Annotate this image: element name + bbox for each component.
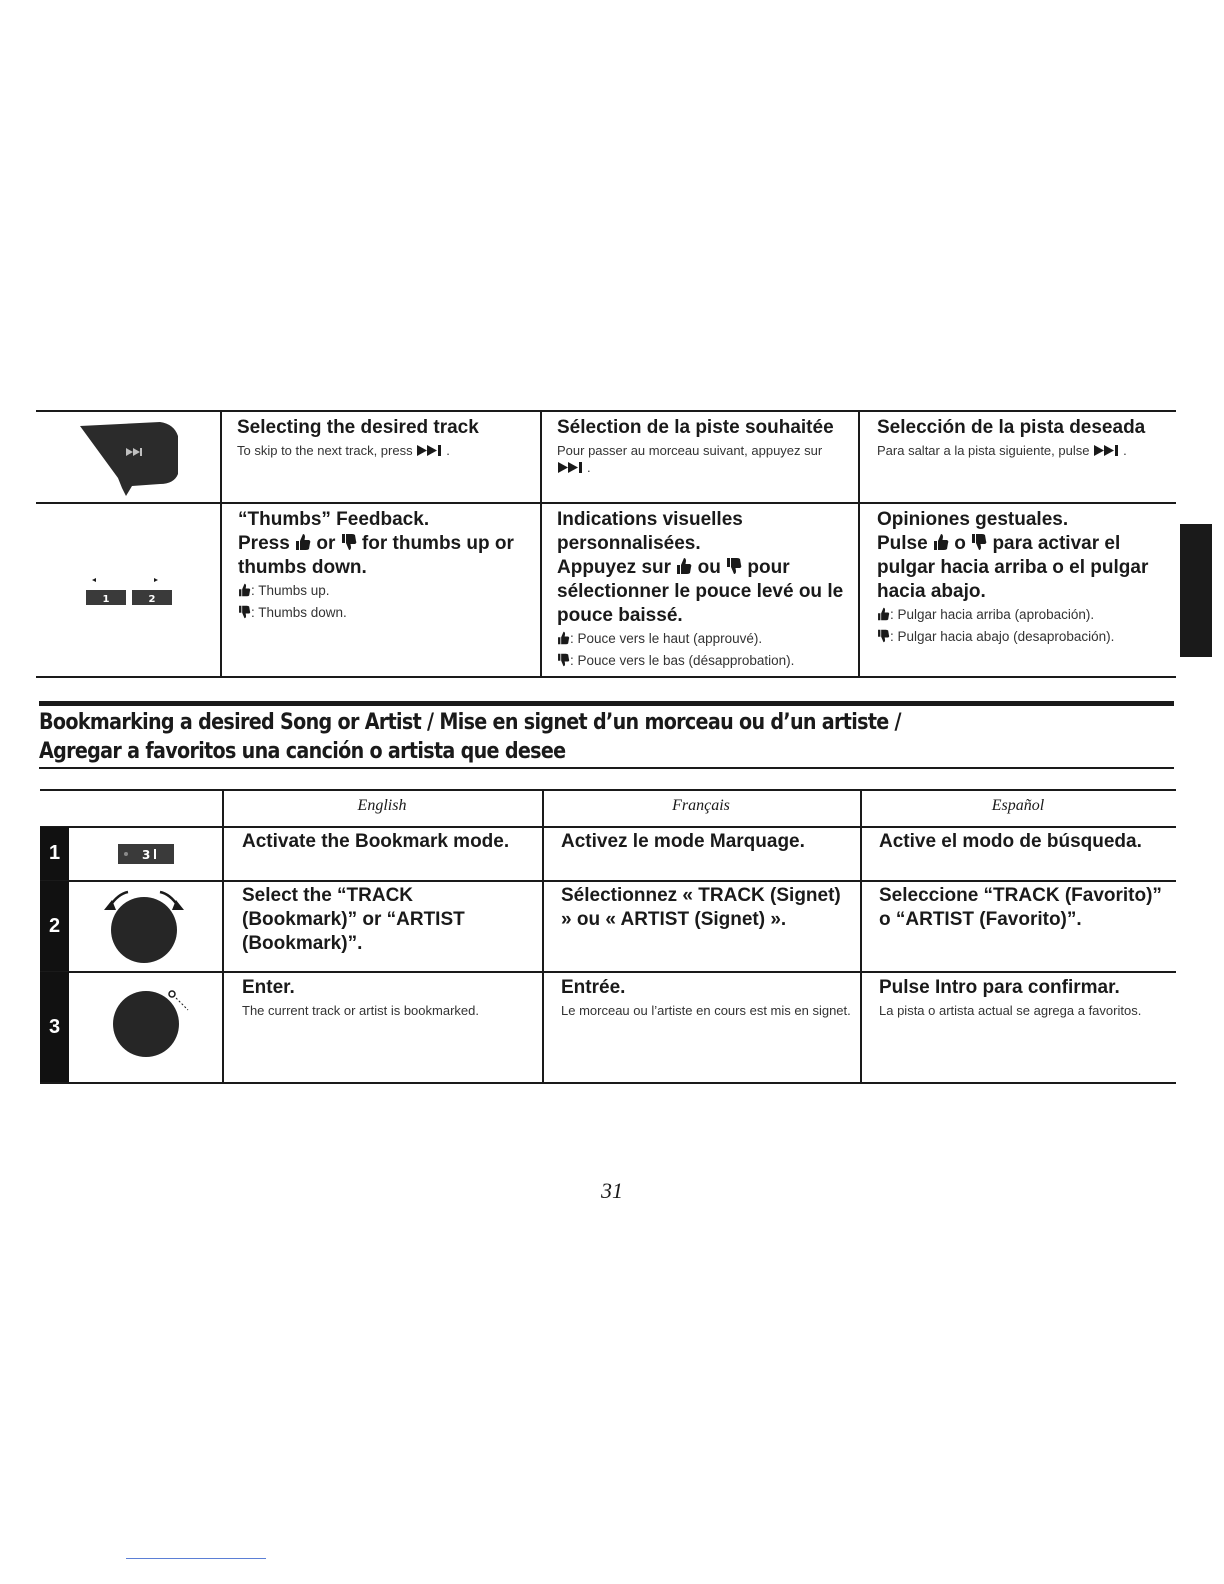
thumbs-es-press: Pulse [877, 533, 928, 554]
track-select-es-heading: Selección de la pista deseada [877, 417, 1146, 438]
step3-en [242, 976, 534, 1019]
thumbs-down-icon [726, 557, 742, 575]
thumbs-up-icon [877, 607, 890, 621]
section-title-line2: Agregar a favoritos una canción o artista que desee [39, 738, 566, 764]
step3-fr-text: Le morceau ou l’artiste en cours est mis en signet. [561, 1003, 851, 1018]
thumbs-up-icon [238, 583, 251, 597]
thumbs-fr-or: ou [697, 557, 721, 578]
column-header-francais: Français [672, 797, 730, 814]
step3-fr-heading: Entrée. [561, 977, 626, 998]
section-tab-marker [1180, 524, 1212, 657]
steps-table-col-divider-1 [222, 789, 224, 1083]
column-header-espanol: Español [991, 797, 1045, 814]
step-number-3: 3 [40, 972, 69, 1082]
rotary-knob-turn-illustration [98, 884, 190, 964]
next-track-icon [557, 462, 587, 473]
thumbs-up-icon [933, 533, 949, 551]
step2-fr-heading: Sélectionnez « TRACK (Signet) » ou « ARTIST (Signet) ». [561, 885, 841, 930]
step3-es-heading: Pulse Intro para confirmar. [879, 977, 1120, 998]
track-select-en-trail: . [446, 443, 450, 458]
thumbs-up-icon [557, 631, 570, 645]
thumbs-en-rest: for thumbs up or thumbs down. [238, 533, 514, 578]
thumbs-en-down-text: : Thumbs down. [251, 605, 347, 620]
track-select-en-heading: Selecting the desired track [237, 417, 479, 438]
thumbs-fr-rest: pour sélectionner le pouce levé ou le pouce baissé. [557, 557, 844, 626]
thumbs-fr [557, 508, 847, 672]
thumbs-down-icon [341, 533, 357, 551]
step2-en [242, 884, 512, 956]
top-table-col-divider-1 [220, 410, 222, 677]
thumbs-down-icon [877, 629, 890, 643]
step1-en-heading: Activate the Bookmark mode. [242, 831, 510, 852]
track-select-en [237, 416, 532, 459]
thumbs-es-down-text: : Pulgar hacia abajo (desaprobación). [890, 629, 1115, 644]
step2-es [879, 884, 1171, 932]
page-number: 31 [601, 1178, 623, 1203]
step2-fr [561, 884, 851, 932]
step1-es-heading: Active el modo de búsqueda. [879, 831, 1142, 852]
top-table-row-divider [36, 502, 1176, 504]
thumbs-fr-down-text: : Pouce vers le bas (désapprobation). [570, 653, 795, 668]
thumbs-es-or: o [954, 533, 966, 554]
thumbs-up-icon [676, 557, 692, 575]
rotary-knob-press-illustration [104, 980, 204, 1060]
step3-en-text: The current track or artist is bookmarked. [242, 1003, 479, 1018]
steps-table-header-divider [40, 826, 1176, 828]
next-track-icon [1093, 445, 1123, 456]
thumbs-button-right-label: 2 [148, 594, 156, 605]
step-number-2: 2 [40, 881, 69, 971]
track-select-es [877, 416, 1167, 459]
top-table-bottom-border [36, 676, 1176, 678]
track-select-es-trail: . [1123, 443, 1127, 458]
thumbs-en [238, 508, 533, 624]
section-top-rule [39, 701, 1174, 706]
footer-line [126, 1558, 266, 1559]
steps-table-top-border [40, 789, 1176, 791]
steps-table-row-divider-1 [40, 880, 1176, 882]
thumbs-buttons-illustration [86, 578, 176, 610]
step1-en [242, 830, 534, 854]
steps-table-row-divider-2 [40, 971, 1176, 973]
steps-table-col-divider-3 [860, 789, 862, 1083]
thumbs-button-left-label: 1 [102, 594, 110, 605]
skip-forward-button-illustration [78, 418, 182, 496]
track-select-fr-text: Pour passer au morceau suivant, appuyez sur [557, 443, 823, 458]
next-track-icon [416, 445, 446, 456]
thumbs-down-icon [557, 653, 570, 667]
thumbs-en-or: or [316, 533, 336, 554]
track-select-es-text: Para saltar a la pista siguiente, pulse [877, 443, 1090, 458]
track-select-fr-trail: . [587, 460, 591, 475]
step3-fr [561, 976, 851, 1019]
thumbs-es [877, 508, 1167, 648]
button-3-illustration [118, 844, 174, 864]
thumbs-en-up-text: : Thumbs up. [251, 583, 330, 598]
thumbs-en-heading: “Thumbs” Feedback. [238, 509, 430, 530]
step3-es-text: La pista o artista actual se agrega a favoritos. [879, 1003, 1142, 1018]
thumbs-up-icon [295, 533, 311, 551]
thumbs-down-icon [238, 605, 251, 619]
section-bottom-rule [39, 767, 1174, 769]
track-select-en-text: To skip to the next track, press [237, 443, 413, 458]
button-3-label: 3 [142, 848, 151, 862]
top-table-col-divider-3 [858, 410, 860, 677]
thumbs-fr-heading: Indications visuelles personnalisées. [557, 509, 743, 554]
section-title-line1: Bookmarking a desired Song or Artist / Mise en signet d’un morceau ou d’un artiste / [39, 709, 901, 735]
top-table-top-border [36, 410, 1176, 412]
step1-fr [561, 830, 851, 854]
step1-es [879, 830, 1169, 854]
step3-en-heading: Enter. [242, 977, 295, 998]
step1-fr-heading: Activez le mode Marquage. [561, 831, 805, 852]
thumbs-en-press: Press [238, 533, 290, 554]
thumbs-fr-up-text: : Pouce vers le haut (approuvé). [570, 631, 763, 646]
step-number-1: 1 [40, 827, 69, 880]
section-title [39, 708, 901, 766]
thumbs-fr-press: Appuyez sur [557, 557, 672, 578]
thumbs-down-icon [971, 533, 987, 551]
column-header-english: English [357, 797, 407, 814]
track-select-fr-heading: Sélection de la piste souhaitée [557, 417, 834, 438]
steps-table-col-divider-2 [542, 789, 544, 1083]
top-table-col-divider-2 [540, 410, 542, 677]
steps-table-bottom-border [40, 1082, 1176, 1084]
thumbs-es-up-text: : Pulgar hacia arriba (aprobación). [890, 607, 1095, 622]
step3-es [879, 976, 1149, 1019]
step2-en-heading: Select the “TRACK (Bookmark)” or “ARTIST (Bookmark)”. [242, 885, 465, 954]
thumbs-es-rest: para activar el pulgar hacia arriba o el pulgar hacia abajo. [877, 533, 1149, 602]
track-select-fr [557, 416, 847, 476]
step2-es-heading: Seleccione “TRACK (Favorito)” o “ARTIST (Favorito)”. [879, 885, 1162, 930]
thumbs-es-heading: Opiniones gestuales. [877, 509, 1069, 530]
